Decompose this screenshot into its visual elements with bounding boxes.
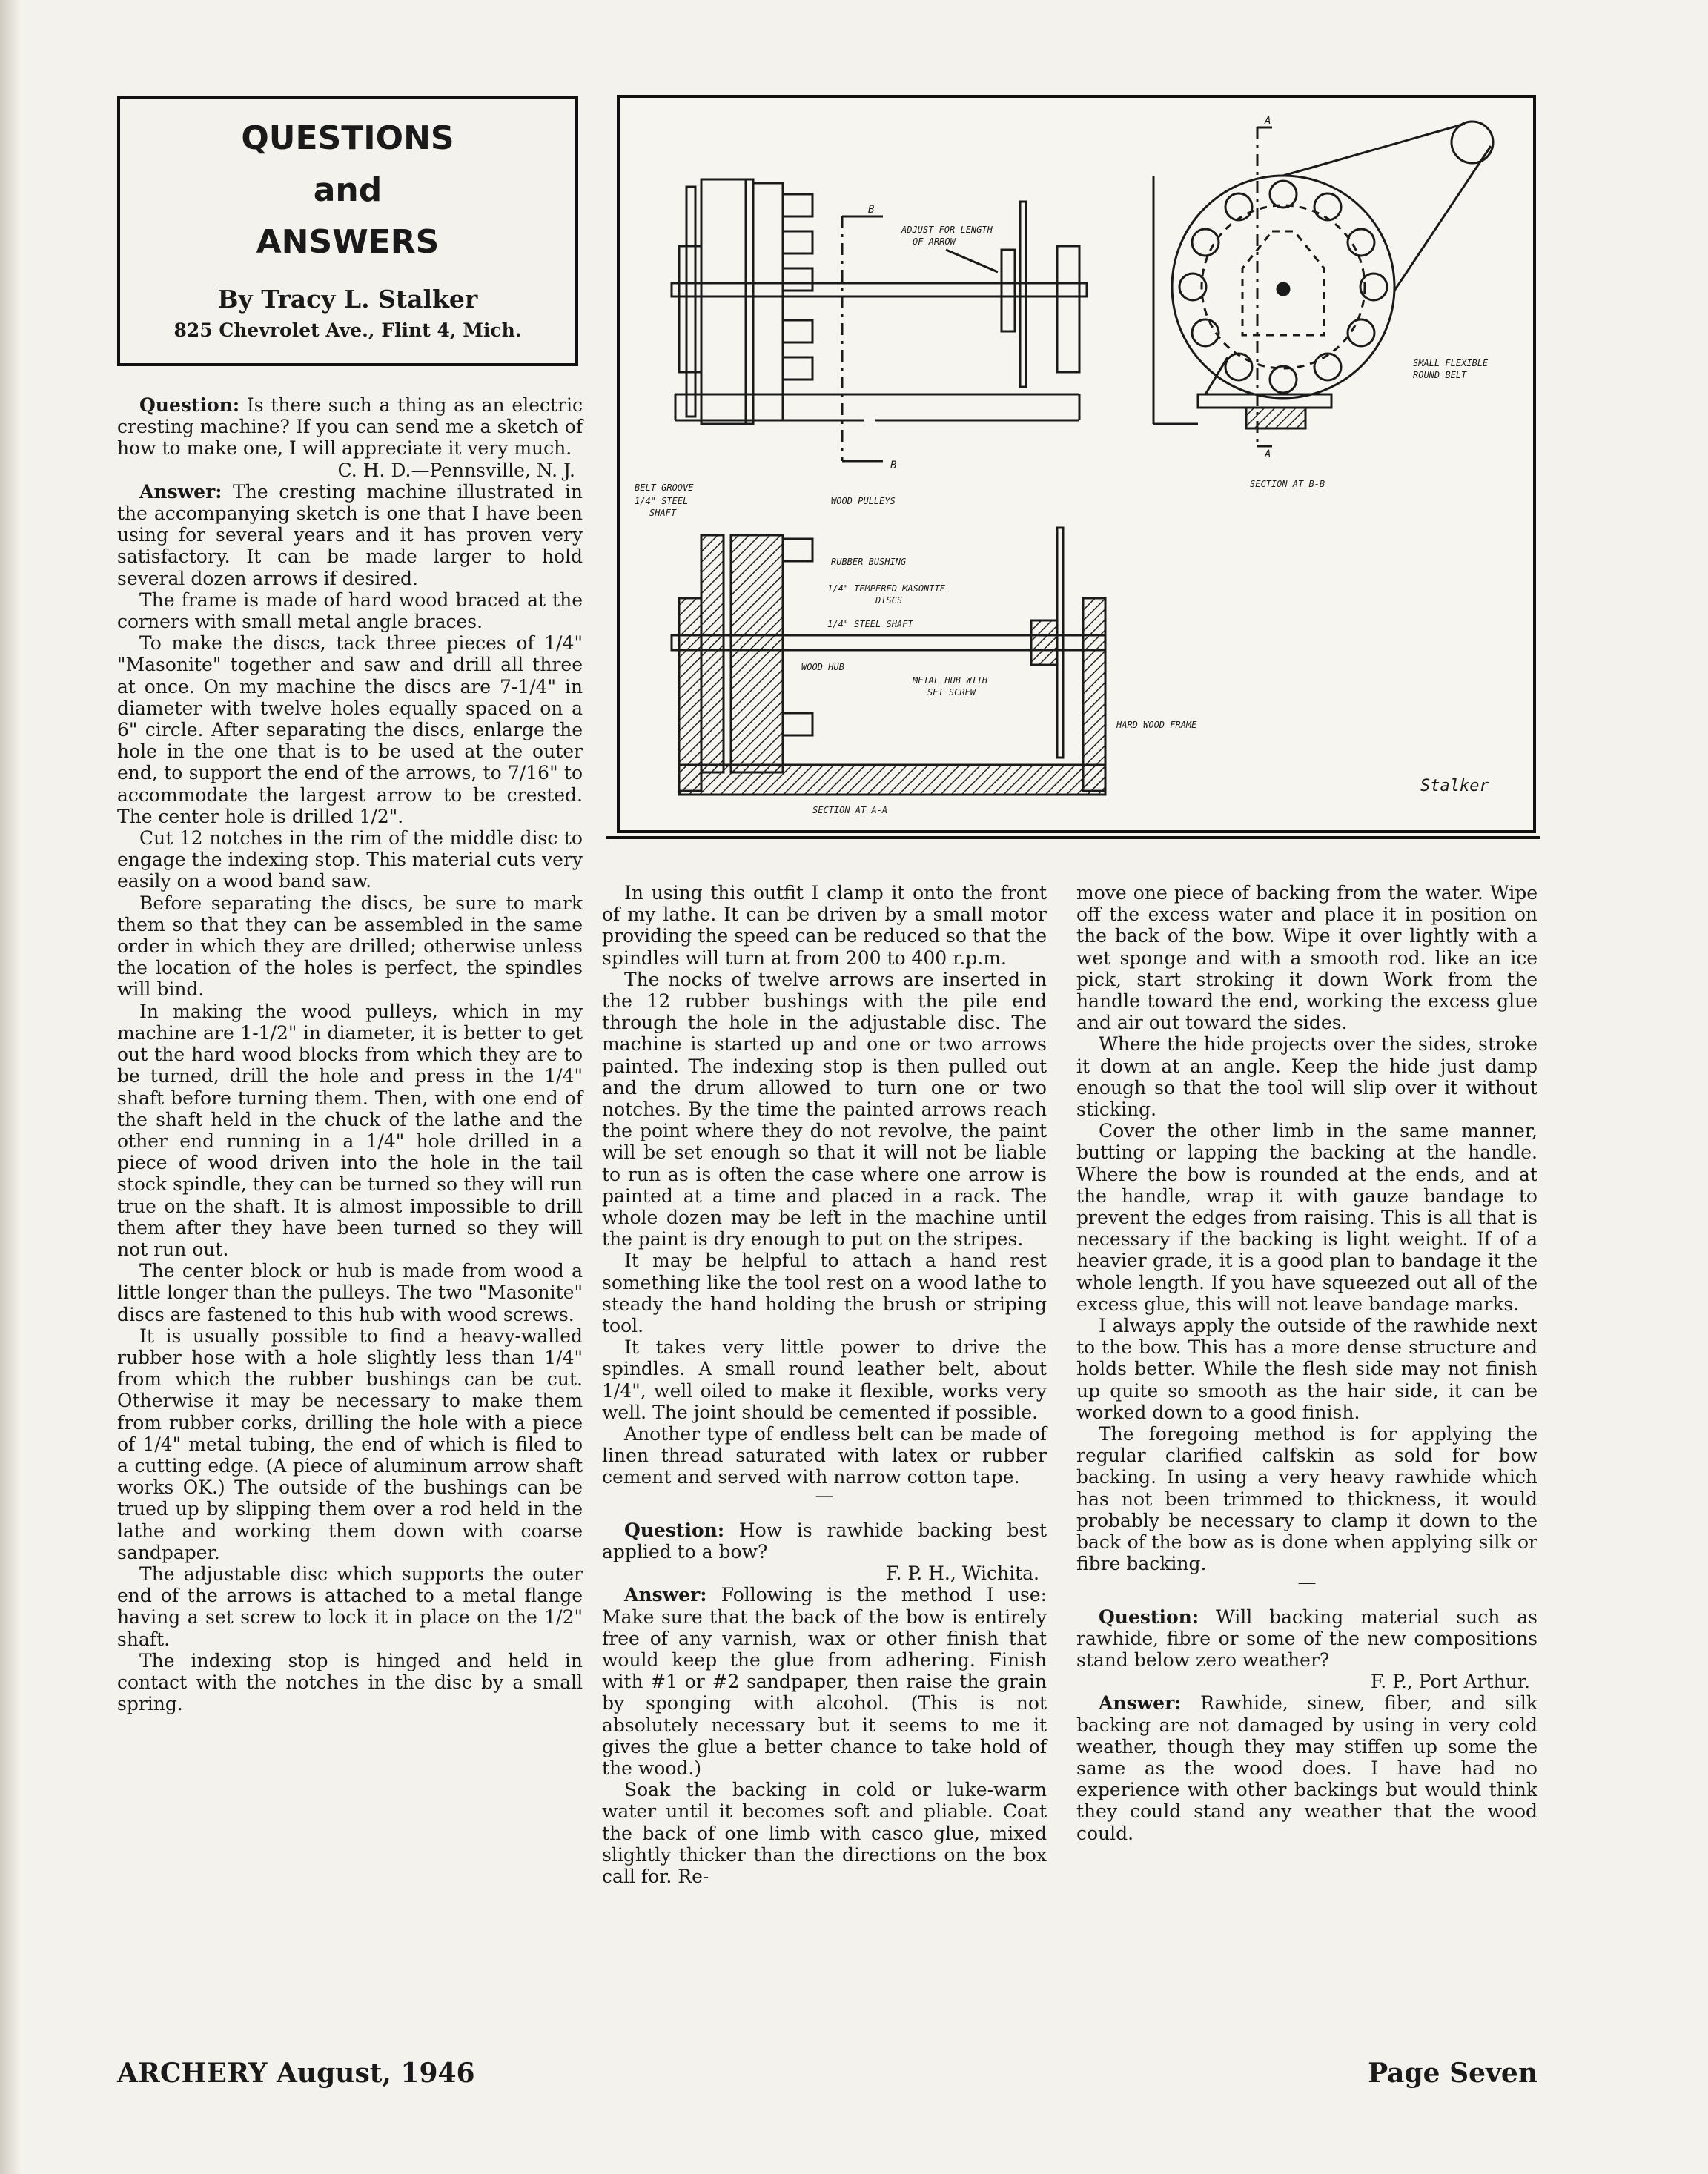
article-paragraph: The adjustable disc which supports the outer end of the arrows is attached to a metal flange having a set screw to lock it in place on the 1/2" shaft. xyxy=(117,1562,583,1650)
column-1 xyxy=(117,394,583,1714)
qa-label: Question: xyxy=(1099,1605,1199,1628)
article-paragraph: I always apply the outside of the rawhide next to the bow. This has a more dense structure and holds better. While the flesh side may not finish up quite so smooth as the hair side, it can be worked down to a good finish. xyxy=(1076,1315,1537,1423)
title-answers: ANSWERS xyxy=(256,223,440,261)
article-paragraph: The foregoing method is for applying the regular clarified calfskin as sold for bow backing. In using a very heavy rawhide which has not been trimmed to thickness, it would probably be necessary to clamp it down to the back of the bow as is done when applying silk or fibre backing. xyxy=(1076,1423,1537,1575)
article-paragraph: Cover the other limb in the same manner, butting or lapping the backing at the handle. Where the bow is rounded at the ends, and at the handle, wrap it with gauze bandage to prevent the edges from raising. This is all that is necessary if the backing is light weight. If of a heavier grade, it is a good plan to bandage it the whole length. If you have squeezed out all of the excess glue, this will not leave bandage marks. xyxy=(1076,1120,1537,1315)
qa-label: Question: xyxy=(139,394,240,416)
footer-page-number: Page Seven xyxy=(1368,2058,1537,2089)
question-signature: F. P. H., Wichita. xyxy=(886,1562,1039,1585)
label-wood-hub: WOOD HUB xyxy=(801,662,844,672)
column-3 xyxy=(1076,882,1537,1844)
article-paragraph: In using this outfit I clamp it onto the front of my lathe. It can be driven by a small motor providing the speed can be reduced so that the spindles will turn at from 200 to 400 r.p.m. xyxy=(602,882,1047,969)
label-a-bottom: A xyxy=(1265,448,1271,460)
article-paragraph: Answer: Rawhide, sinew, fiber, and silk backing are not damaged by using in very cold weather, though they may stiffen up some the same as the wood does. I have had no experience with other backings but would think they could stand any weather that the wood could. xyxy=(1076,1692,1537,1844)
qa-label: Answer: xyxy=(1099,1692,1182,1714)
label-belt-groove: BELT GROOVE xyxy=(635,483,694,493)
article-paragraph: The indexing stop is hinged and held in contact with the notches in the disc by a small spring. xyxy=(117,1649,583,1715)
label-wood-pulleys: WOOD PULLEYS xyxy=(831,496,896,506)
article-paragraph: It may be helpful to attach a hand rest something like the tool rest on a wood lathe to steady the hand holding the brush or striping tool. xyxy=(602,1250,1047,1337)
article-paragraph: It is usually possible to find a heavy-walled rubber hose with a hole slightly less than 1/4" from which the rubber bushings can be cut. Otherwise it may be necessary to make them from rubber corks, drilling the hole with a piece of 1/4" metal tubing, the end of which is filed to a cutting edge. (A piece of aluminum arrow shaft works OK.) The outside of the bushings can be trued up by slipping them over a rod held in the lathe and working them down with coarse sandpaper. xyxy=(117,1325,583,1563)
article-paragraph: To make the discs, tack three pieces of 1/4" "Masonite" together and saw and drill all three at once. On my machine the discs are 7-1/4" in diameter with twelve holes equally spaced on a 6" circle. After separating the discs, enlarge the hole in the one that is to be used at the outer end, to support the end of the arrows, to 7/16" to accommodate the largest arrow to be crested. The center hole is drilled 1/2". xyxy=(117,632,583,827)
label-adjust: ADJUST FOR LENGTH xyxy=(901,225,993,235)
side-view xyxy=(672,179,1087,461)
label-of-arrow: OF ARROW xyxy=(913,236,956,247)
label-rubber-bushing: RUBBER BUSHING xyxy=(831,557,907,567)
question-signature: C. H. D.—Pennsville, N. J. xyxy=(337,459,575,481)
article-paragraph: The nocks of twelve arrows are inserted in the 12 rubber bushings with the pile end through the hole in the adjustable disc. The machine is started up and one or two arrows painted. The indexing stop is then pulled out and the drum allowed to turn one or two notches. By the time the painted arrows reach the point where they do not revolve, the paint will be set enough so that it will not be liable to run as is often the case where one arrow is painted at a time and placed in a rack. The whole dozen may be left in the machine until the paint is dry enough to put on the stripes. xyxy=(602,968,1047,1250)
label-metal-hub: METAL HUB WITH xyxy=(913,675,988,686)
cresting-machine-drawing xyxy=(617,95,1536,833)
label-b-bottom: B xyxy=(890,460,897,471)
article-paragraph: move one piece of backing from the water. Wipe off the excess water and place it in position on the back of the bow. Wipe it over lightly with a wet sponge and with a smooth rod. like an ice pick, start stroking it down Work from the handle toward the end, working the excess glue and air out toward the sides. xyxy=(1076,882,1537,1034)
figure-divider xyxy=(606,836,1540,839)
label-a-top: A xyxy=(1265,115,1271,127)
author-byline: By Tracy L. Stalker xyxy=(217,285,478,314)
label-shaft: SHAFT xyxy=(649,508,677,518)
article-paragraph: The center block or hub is made from wood a little longer than the pulleys. The two "Masonite" discs are fastened to this hub with wood screws. xyxy=(117,1260,583,1325)
qa-label: Answer: xyxy=(139,480,222,503)
article-paragraph: In making the wood pulleys, which in my machine are 1-1/2" in diameter, it is better to get out the hard wood blocks from which they are to be turned, drill the hole and press in the 1/4" shaft before turning them. Then, with one end of the shaft held in the chuck of the lathe and the other end running in a 1/4" hole drilled in a piece of wood driven into the hole in the tail stock spindle, they can be turned so they will run true on the shaft. It is almost impossible to drill them after they have been turned so they will not run out. xyxy=(117,1000,583,1260)
author-address: 825 Chevrolet Ave., Flint 4, Mich. xyxy=(173,319,522,341)
qa-label: Answer: xyxy=(624,1584,707,1606)
label-round-belt: ROUND BELT xyxy=(1413,370,1467,380)
page-edge-shadow xyxy=(0,0,21,2174)
label-steel: 1/4" STEEL xyxy=(635,496,689,506)
label-set-screw: SET SCREW xyxy=(927,687,976,697)
column-2 xyxy=(602,882,1047,1887)
article-paragraph: Where the hide projects over the sides, stroke it down at an angle. Keep the hide just damp enough so that the tool will slip over it without sticking. xyxy=(1076,1033,1537,1121)
question-signature: F. P., Port Arthur. xyxy=(1370,1671,1530,1693)
article-paragraph: Before separating the discs, be sure to mark them so that they can be assembled in the same order in which they are drilled; otherwise unless the location of the holes is perfect, the spindles will bind. xyxy=(117,892,583,1001)
title-box xyxy=(117,96,578,366)
label-section-aa: SECTION AT A-A xyxy=(812,805,888,815)
article-paragraph: Soak the backing in cold or luke-warm water until it becomes soft and pliable. Coat the back of one limb with casco glue, mixed slightly thicker than the directions on the box call for. Re- xyxy=(602,1779,1047,1887)
article-paragraph: Cut 12 notches in the rim of the middle disc to engage the indexing stop. This material cuts very easily on a wood band saw. xyxy=(117,827,583,892)
section-separator: — xyxy=(815,1484,834,1506)
title-questions: QUESTIONS xyxy=(241,119,454,157)
article-paragraph: It takes very little power to drive the spindles. A small round leather belt, about 1/4", well oiled to make it flexible, works very well. The joint should be cemented if possible. xyxy=(602,1336,1047,1423)
label-discs: DISCS xyxy=(875,595,903,606)
article-paragraph: Answer: Following is the method I use: Make sure that the back of the bow is entirely free of any varnish, wax or other finish that would keep the glue from adhering. Finish with #1 or #2 sandpaper, then raise the grain by sponging with alcohol. (This is not absolutely necessary but it seems to me it gives the glue a better chance to take hold of the wood.) xyxy=(602,1584,1047,1779)
section-aa-view xyxy=(672,528,1105,795)
article-paragraph: Question: Will backing material such as rawhide, fibre or some of the new compositions stand below zero weather? xyxy=(1076,1605,1537,1671)
label-tempered-masonite: 1/4" TEMPERED MASONITE xyxy=(827,583,945,594)
drawing-svg xyxy=(620,98,1533,830)
article-paragraph: Question: Is there such a thing as an electric cresting machine? If you can send me a sketch of how to make one, I will appreciate it very much. xyxy=(117,394,583,460)
title-and: and xyxy=(313,171,383,209)
qa-label: Question: xyxy=(624,1519,725,1541)
article-paragraph: Question: How is rawhide backing best applied to a bow? xyxy=(602,1519,1047,1562)
artist-signature: Stalker xyxy=(1420,777,1489,795)
article-paragraph: Another type of endless belt can be made of linen thread saturated with latex or rubber cement and served with narrow cotton tape. xyxy=(602,1423,1047,1488)
label-section-bb: SECTION AT B-B xyxy=(1250,479,1325,489)
footer-publication: ARCHERY August, 1946 xyxy=(117,2058,475,2089)
section-bb-view xyxy=(1153,122,1493,446)
article-paragraph: The frame is made of hard wood braced at the corners with small metal angle braces. xyxy=(117,589,583,633)
label-b-top: B xyxy=(868,204,875,216)
label-small-flexible: SMALL FLEXIBLE xyxy=(1413,358,1489,368)
article-paragraph: Answer: The cresting machine illustrated in the accompanying sketch is one that I have been using for several years and it has proven very satisfactory. It can be made larger to hold several dozen arrows if desired. xyxy=(117,480,583,589)
section-separator: — xyxy=(1297,1571,1317,1593)
label-steel-shaft: 1/4" STEEL SHAFT xyxy=(827,619,913,629)
label-hard-wood-frame: HARD WOOD FRAME xyxy=(1116,720,1197,730)
